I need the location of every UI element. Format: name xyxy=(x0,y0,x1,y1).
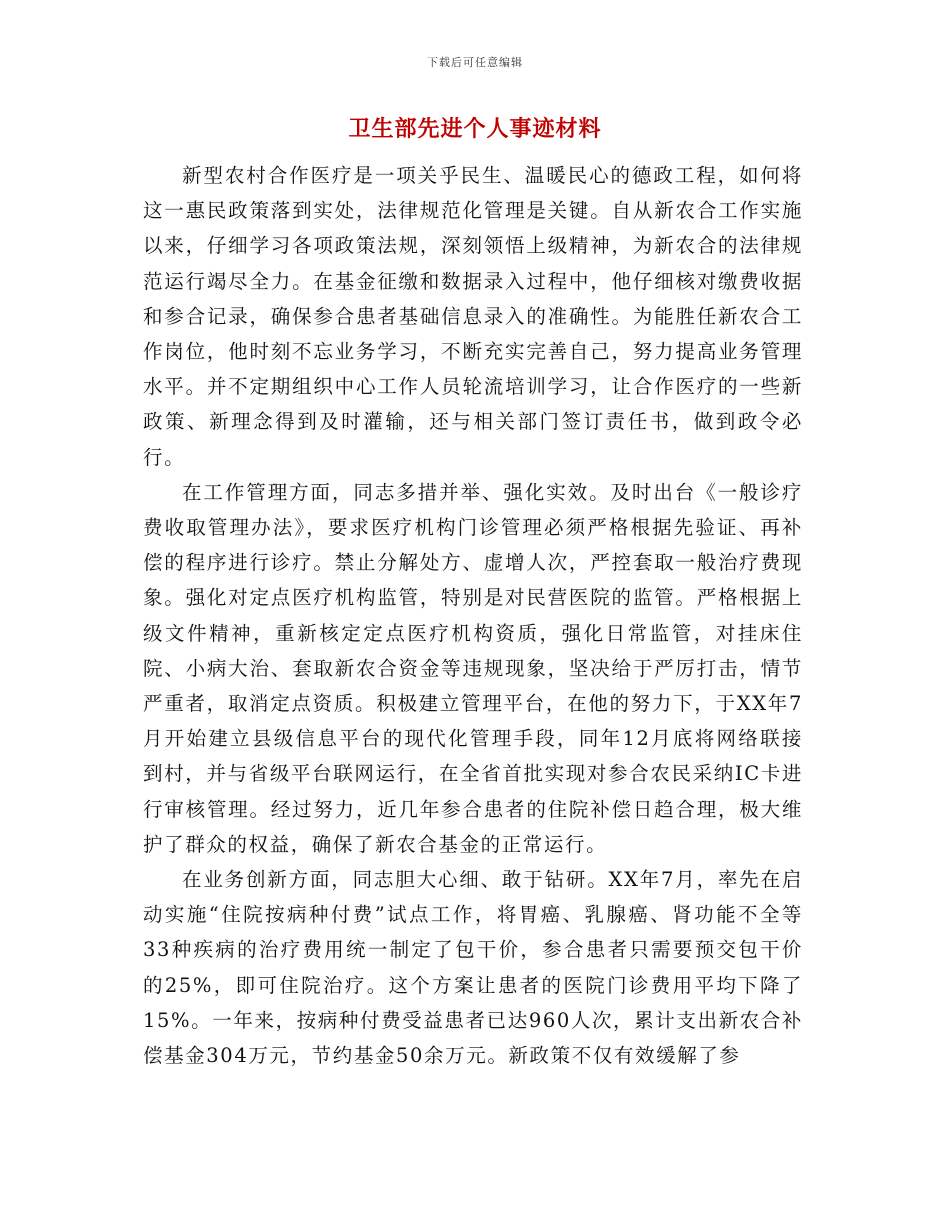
document-body xyxy=(143,158,803,1073)
paragraph-1: 新型农村合作医疗是一项关乎民生、温暖民心的德政工程，如何将这一惠民政策落到实处，法律规范化管理是关键。自从新农合工作实施以来，仔细学习各项政策法规，深刻领悟上级精神，为新农合的法律规范运行竭尽全力。在基金征缴和数据录入过程中，他仔细核对缴费收据和参合记录，确保参合患者基础信息录入的准确性。为能胜任新农合工作岗位，他时刻不忘业务学习，不断充实完善自己，努力提高业务管理水平。并不定期组织中心工作人员轮流培训学习，让合作医疗的一些新政策、新理念得到及时灌输，还与相关部门签订责任书，做到政令必行。 xyxy=(143,164,803,469)
paragraph-3: 在业务创新方面，同志胆大心细、敢于钻研。XX年7月，率先在启动实施“住院按病种付费”试点工作，将胃癌、乳腺癌、肾功能不全等33种疾病的治疗费用统一制定了包干价，参合患者只需要预交包干价的25%，即可住院治疗。这个方案让患者的医院门诊费用平均下降了15%。一年来，按病种付费受益患者已达960人次，累计支出新农合补偿基金304万元，节约基金50余万元。新政策不仅有效缓解了参 xyxy=(143,868,803,1068)
paragraph-2: 在工作管理方面，同志多措并举、强化实效。及时出台《一般诊疗费收取管理办法》，要求医疗机构门诊管理必须严格根据先验证、再补偿的程序进行诊疗。禁止分解处方、虚增人次，严控套取一般治疗费现象。强化对定点医疗机构监管，特别是对民营医院的监管。严格根据上级文件精神，重新核定定点医疗机构资质，强化日常监管，对挂床住院、小病大治、套取新农合资金等违规现象，坚决给于严厉打击，情节严重者，取消定点资质。积极建立管理平台，在他的努力下，于XX年7月开始建立县级信息平台的现代化管理手段，同年12月底将网络联接到村，并与省级平台联网运行，在全省首批实现对参合农民采纳IC卡进行审核管理。经过努力，近几年参合患者的住院补偿日趋合理，极大维护了群众的权益，确保了新农合基金的正常运行。 xyxy=(143,480,803,856)
header-note: 下载后可任意编辑 xyxy=(427,56,523,69)
document-title: 卫生部先进个人事迹材料 xyxy=(348,116,602,142)
